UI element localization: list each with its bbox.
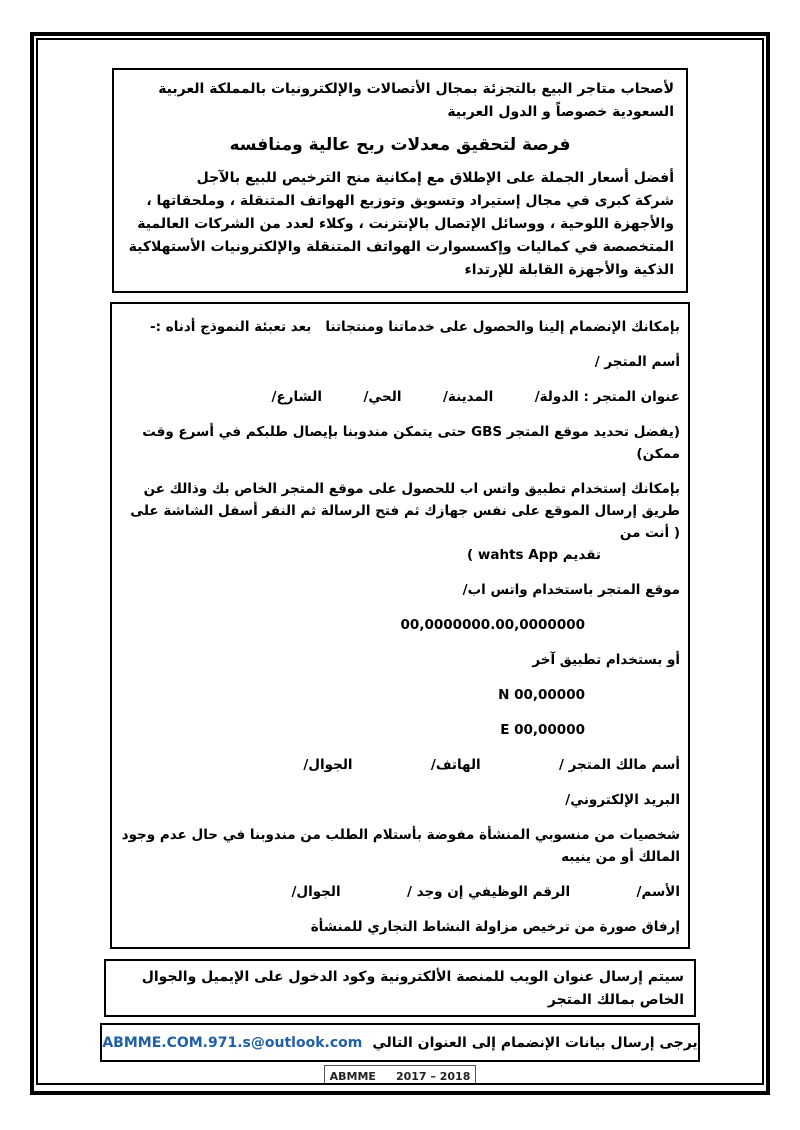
store-location-field-label: موقع المتجر باستخدام واتس اب/ [462, 582, 680, 598]
district-field-label: الحي/ [363, 389, 402, 405]
delegate-note: شخصيات من منسوبي المنشأة مفوضة بأستلام الطلب من مندوبنا في حال عدم وجود المالك أو من ينيبه [121, 827, 680, 865]
delegate-name-field-label: الأسم/ [636, 884, 680, 900]
intro-box [112, 68, 688, 293]
employee-id-field-label: الرقم الوظيفي إن وجد / [407, 884, 571, 900]
email-address-link[interactable]: ABMME.COM.971.s@outlook.com [102, 1034, 363, 1051]
intro-body-line1: أفضل أسعار الجملة على الإطلاق مع إمكانية منح الترخيص للبيع بالآجل [196, 170, 674, 186]
join-instruction: بإمكانك الإنضمام إلينا والحصول على خدماتنا ومنتجاتنا بعد تعبئة النموذج أدناه :- [150, 319, 680, 335]
longitude-placeholder: E 00,00000 [500, 722, 585, 738]
page-border [30, 32, 770, 1095]
headline: فرصة لتحقيق معدلات ربح عالية ومنافسه [229, 135, 571, 155]
license-attachment-line: إرفاق صورة من ترخيص مزاولة النشاط التجاري للمنشأة [310, 919, 680, 935]
owner-name-field-label: أسم مالك المتجر / [559, 757, 680, 773]
join-form-box [110, 302, 690, 949]
gbs-location-note: (يفضل تحديد موقع المتجر GBS حتى يتمكن مندوبنا بإيصال طلبكم في أسرع وقت ممكن) [142, 424, 680, 462]
web-access-notice: سيتم إرسال عنوان الويب للمنصة الألكترونية وكود الدخول على الإيميل والجوال الخاص بمالك المتجر [104, 959, 696, 1017]
coordinates-placeholder: 00,0000000.00,0000000 [400, 617, 585, 633]
whatsapp-instructions-tail: تقديم wahts App ) [467, 547, 601, 563]
page-inner-border [36, 38, 764, 1085]
years-label: 2017 – 2018 [395, 1069, 471, 1083]
owner-row [120, 754, 680, 776]
whatsapp-instructions: بإمكانك إستخدام تطبيق واتس اب للحصول على موقع المتجر الخاص بك وذالك عن طريق إرسال الموقع على نفس جهازك ثم فتح الرسالة ثم النقر أسفل الشاشة على ( أنت من [130, 481, 680, 541]
city-field-label: المدينة/ [442, 389, 494, 405]
phone-field-label: الهاتف/ [430, 757, 481, 773]
send-instruction: يرجى إرسال بيانات الإنضمام إلى العنوان التالي [372, 1034, 698, 1051]
brand-label: ABMME [329, 1069, 376, 1083]
store-name-field-label: أسم المتجر / [594, 354, 680, 370]
audience-text: لأصحاب متاجر البيع بالتجزئة بمجال الأتصالات والإلكترونيات بالمملكة العربية السعودية خصوصاً و الدول العربية [158, 81, 674, 120]
street-field-label: الشارع/ [271, 389, 322, 405]
latitude-placeholder: N 00,00000 [498, 687, 585, 703]
intro-body-line2: شركة كبرى في مجال إستيراد وتسويق وتوزيع الهواتف المتنقلة ، وملحقاتها ، والأجهزة اللوحية ، ووسائل الإتصال بالإنترنت ، وكلاء لعدد من الشركات العالمية المتخصصة في كماليات وإكسسوارت الهواتف المتنقلة والإلكترونيات الأستهلاكية الذكية والأجهزة القابلة للإرتداء [128, 193, 674, 278]
mobile-field-label: الجوال/ [303, 757, 353, 773]
footer-badge [324, 1065, 476, 1085]
other-app-label: أو بستخدام تطبيق آخر [532, 652, 680, 668]
delegate-row [120, 881, 680, 903]
email-field-label: البريد الإلكتروني/ [565, 792, 680, 808]
send-to-box [100, 1023, 700, 1062]
country-field-label: عنوان المتجر : الدولة/ [534, 389, 680, 405]
store-address-row [120, 386, 680, 408]
delegate-mobile-field-label: الجوال/ [291, 884, 341, 900]
